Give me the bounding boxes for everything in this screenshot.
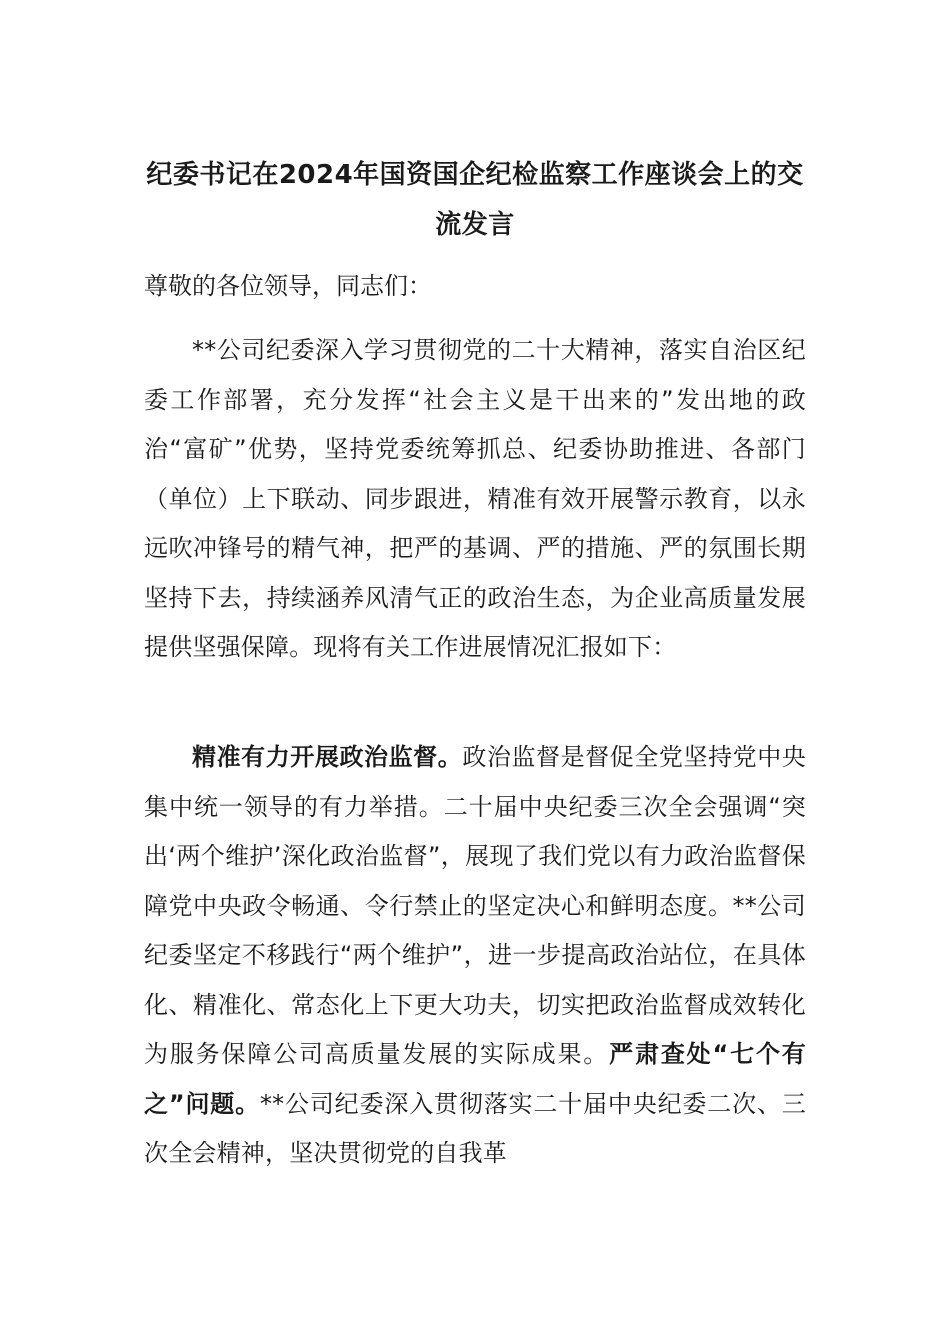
section-text-political-supervision: 政治监督是督促全党坚持党中央集中统一领导的有力举措。二十届中央纪委三次全会强调“突出‘两个维护’深化政治监督”，展现了我们党以有力政治监督保障党中央政令畅通、令行禁止的坚定决心和鲜明态度。**公司纪委坚定不移践行“两个维护”，进一步提高政治站位，在具体化、精准化、常态化上下更大功夫，切实把政治监督成效转化为服务保障公司高质量发展的实际成果。	[144, 743, 806, 1068]
paragraph-intro: **公司纪委深入学习贯彻党的二十大精神，落实自治区纪委工作部署，充分发挥“社会主义是干出来的”发出地的政治“富矿”优势，坚持党委统筹抓总、纪委协助推进、各部门（单位）上下联动、同步跟进，精准有效开展警示教育，以永远吹冲锋号的精气神，把严的基调、严的措施、严的氛围长期坚持下去，持续涵养风清气正的政治生态，为企业高质量发展提供坚强保障。现将有关工作进展情况汇报如下：	[144, 336, 806, 661]
section-heading-political-supervision: 精准有力开展政治监督。	[192, 743, 463, 771]
document-title: 纪委书记在2024年国资国企纪检监察工作座谈会上的交流发言	[146, 160, 804, 240]
section-text-seven-problems: **公司纪委深入贯彻落实二十届中央纪委二次、三次全会精神，坚决贯彻党的自我革	[144, 1089, 806, 1167]
paragraph-political-supervision	[144, 733, 806, 1179]
section-heading-seven-problems: 严肃查处“七个有之”问题。	[144, 1040, 806, 1118]
salutation: 尊敬的各位领导，同志们：	[144, 272, 432, 300]
